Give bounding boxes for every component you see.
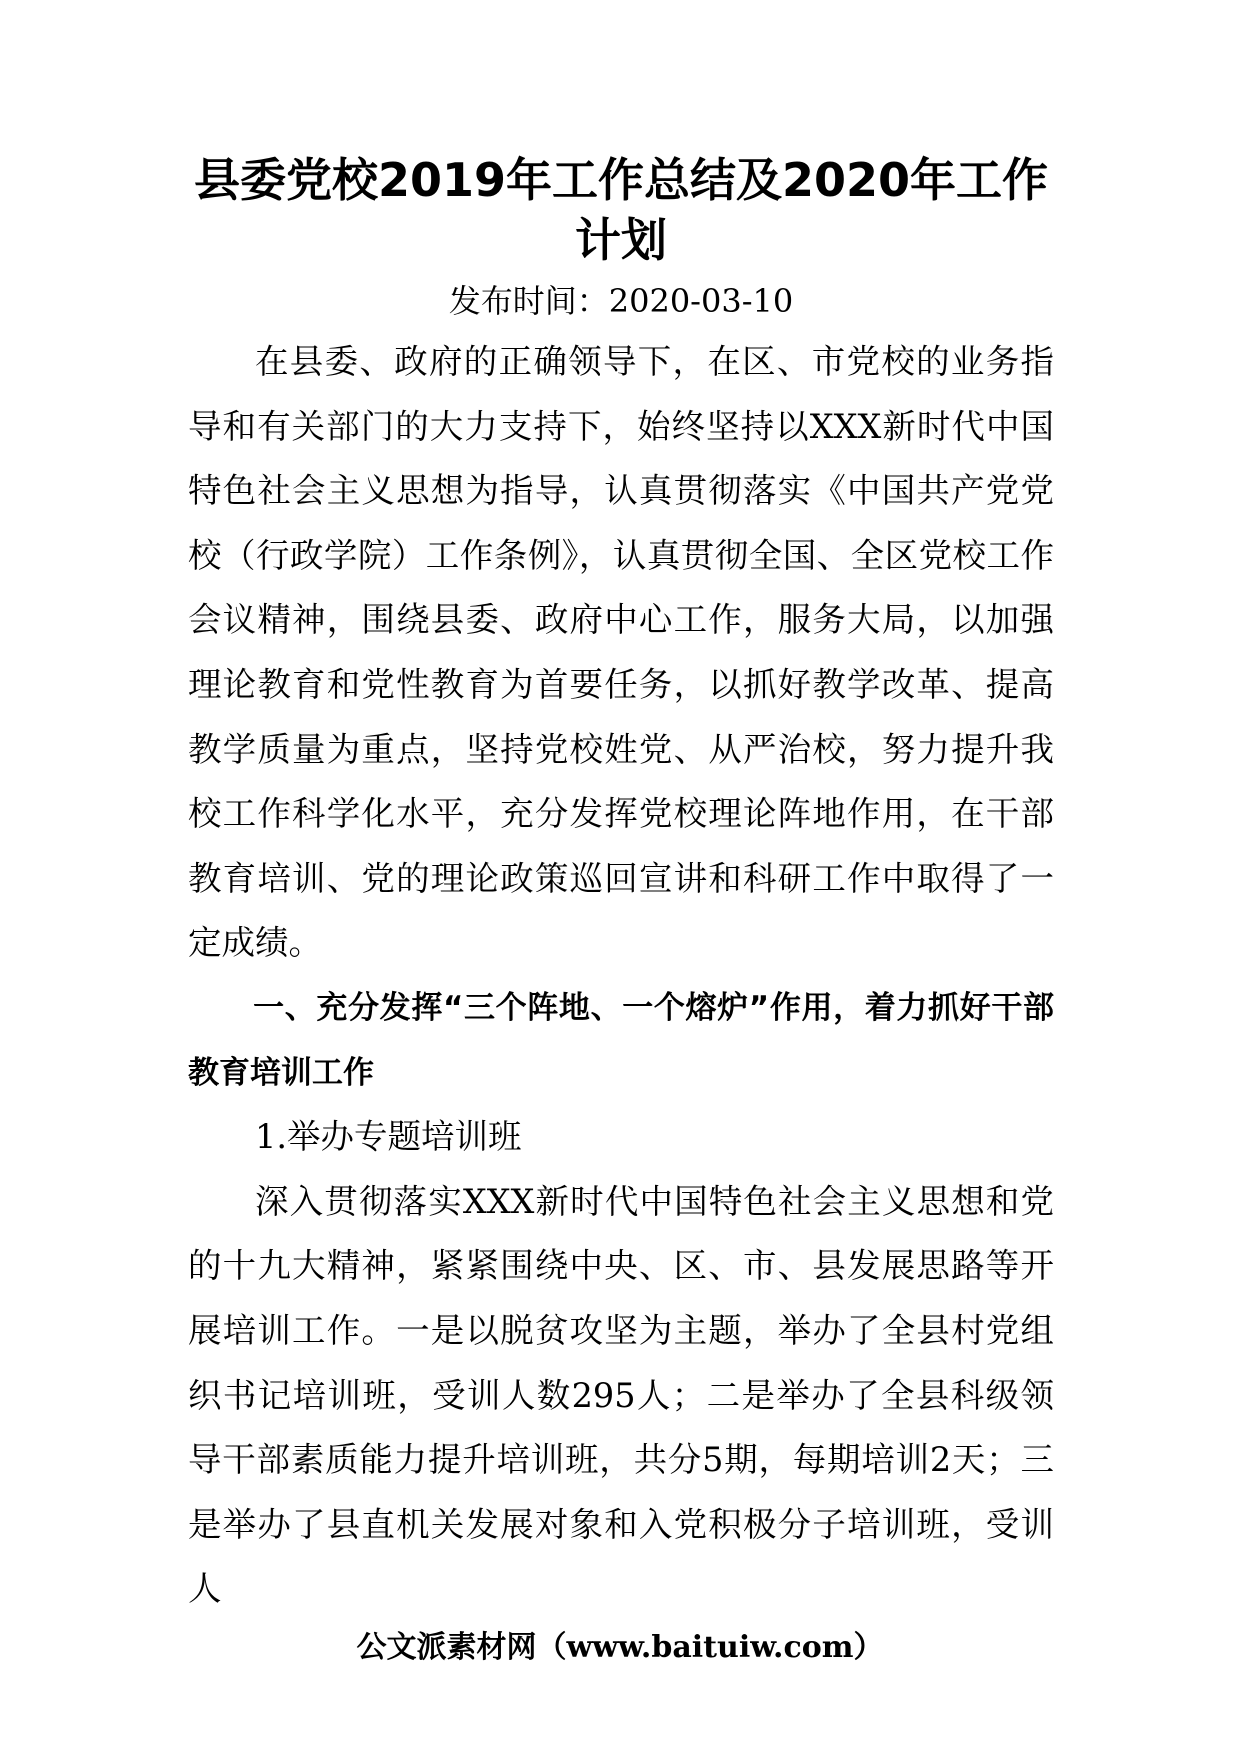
subsection-paragraph: 深入贯彻落实XXX新时代中国特色社会主义思想和党的十九大精神，紧紧围绕中央、区、市、县发展思路等开展培训工作。一是以脱贫攻坚为主题，举办了全县村党组织书记培训班，受训人数295人；二是举办了全县科级领导干部素质能力提升培训班，共分5期，每期培训2天；三是举办了县直机关发展对象和入党积极分子培训班，受训人 [188, 1181, 1054, 1609]
document-body [188, 150, 1054, 1622]
document-title: 县委党校2019年工作总结及2020年工作计划 [193, 153, 1049, 267]
footer-watermark: 公文派素材网（www.baituiw.com） [356, 1630, 884, 1665]
subsection-heading: 1.举办专题培训班 [255, 1117, 522, 1157]
intro-paragraph: 在县委、政府的正确领导下，在区、市党校的业务指导和有关部门的大力支持下，始终坚持以XXX新时代中国特色社会主义思想为指导，认真贯彻落实《中国共产党党校（行政学院）工作条例》，认真贯彻全国、全区党校工作会议精神，围绕县委、政府中心工作，服务大局，以加强理论教育和党性教育为首要任务，以抓好教学改革、提高教学质量为重点，坚持党校姓党、从严治校，努力提升我校工作科学化水平，充分发挥党校理论阵地作用，在干部教育培训、党的理论政策巡回宣讲和科研工作中取得了一定成绩。 [188, 342, 1054, 963]
section-heading: 一、充分发挥“三个阵地、一个熔炉”作用，着力抓好干部教育培训工作 [188, 989, 1054, 1091]
publish-date: 发布时间：2020-03-10 [448, 282, 794, 320]
